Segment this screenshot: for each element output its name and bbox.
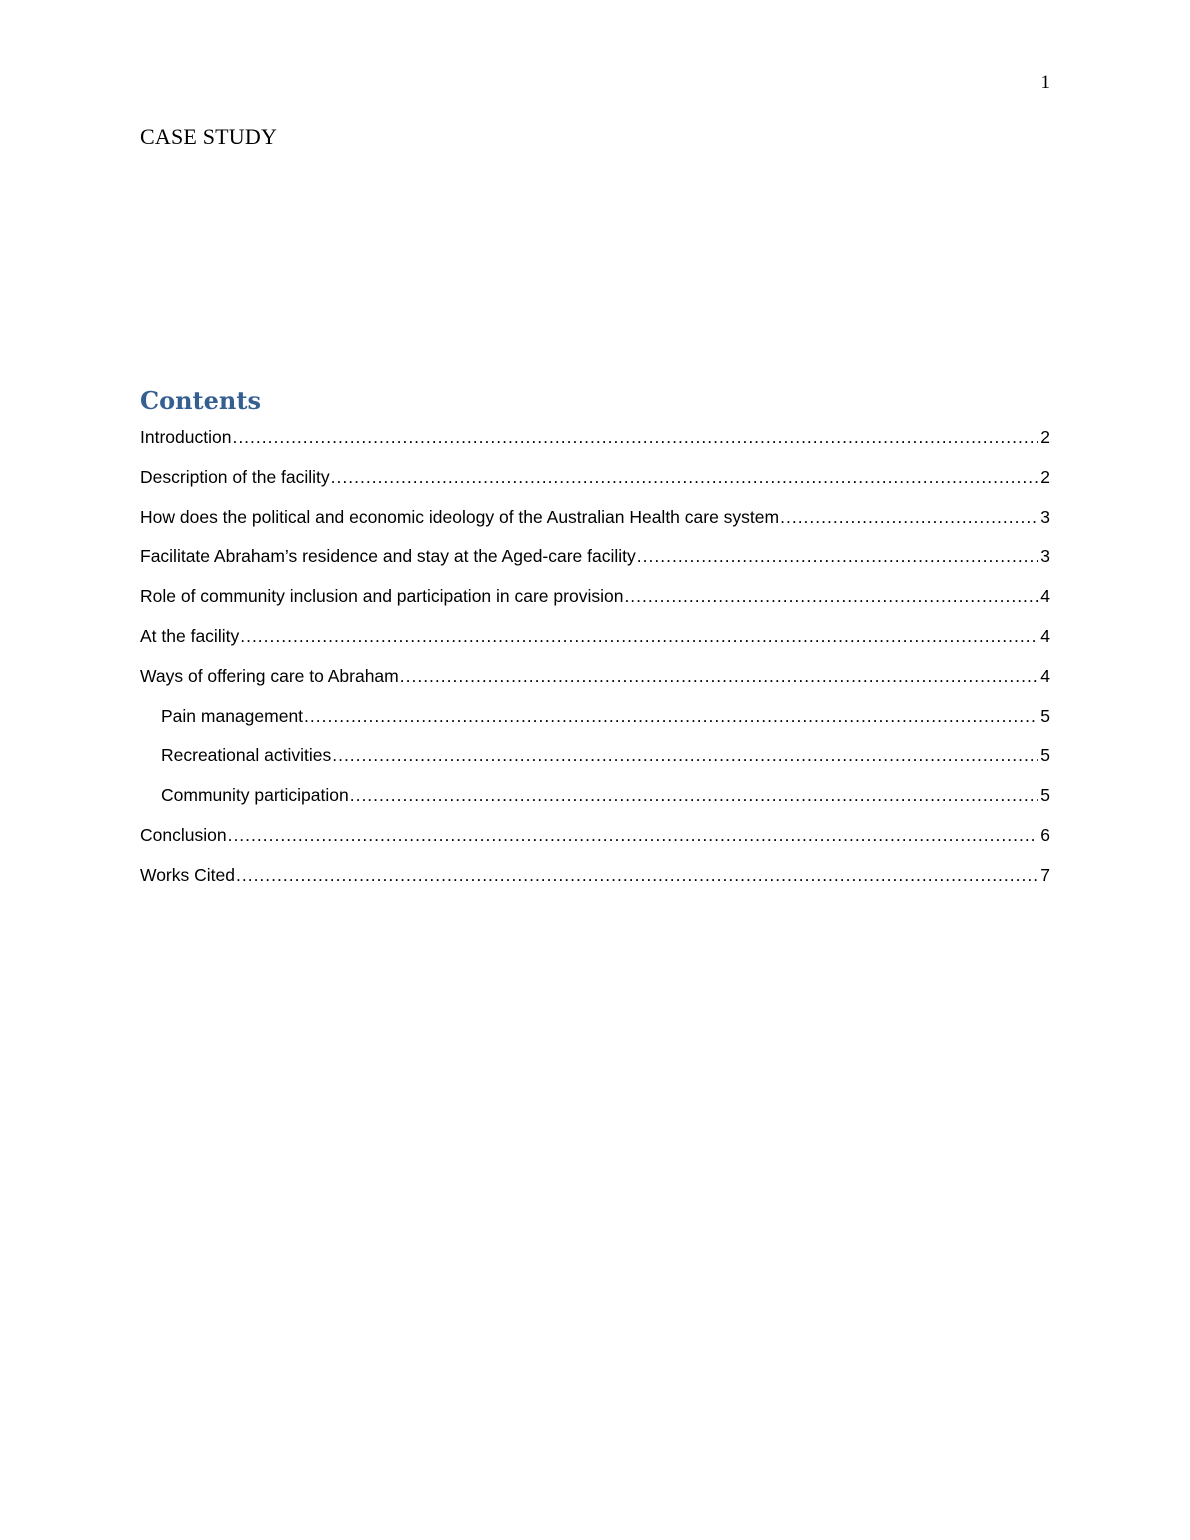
toc-dot-leader xyxy=(232,425,1038,449)
toc-entry-conclusion[interactable] xyxy=(140,823,1050,863)
toc-dot-leader xyxy=(780,505,1038,529)
toc-dot-leader xyxy=(236,863,1038,887)
toc-entry-title: Recreational activities xyxy=(161,745,332,766)
toc-entry-title: Ways of offering care to Abraham xyxy=(140,665,399,686)
toc-page-number: 3 xyxy=(1040,546,1050,567)
toc-entry-title: Works Cited xyxy=(140,864,235,885)
toc-entry-at-the-facility[interactable] xyxy=(140,624,1050,664)
toc-page-number: 6 xyxy=(1040,824,1050,845)
toc-entry-title: Conclusion xyxy=(140,824,227,845)
toc-dot-leader xyxy=(400,664,1039,688)
toc-page-number: 2 xyxy=(1040,466,1050,487)
toc-entry-recreational-activities[interactable] xyxy=(140,743,1050,783)
toc-entry-title: Pain management xyxy=(161,705,304,726)
table-of-contents xyxy=(140,425,1050,903)
toc-dot-leader xyxy=(350,783,1039,807)
toc-entry-title: Community participation xyxy=(161,785,349,806)
toc-page-number: 5 xyxy=(1040,785,1050,806)
toc-dot-leader xyxy=(332,743,1038,767)
toc-entry-community-inclusion[interactable] xyxy=(140,584,1050,624)
toc-entry-introduction[interactable] xyxy=(140,425,1050,465)
toc-dot-leader xyxy=(624,584,1038,608)
toc-page-number: 7 xyxy=(1040,864,1050,885)
toc-entry-title: Facilitate Abraham’s residence and stay at the Aged-care facility xyxy=(140,546,636,567)
toc-entry-community-participation[interactable] xyxy=(140,783,1050,823)
toc-dot-leader xyxy=(304,704,1038,728)
toc-entry-title: Role of community inclusion and participation in care provision xyxy=(140,586,624,607)
toc-dot-leader xyxy=(637,544,1038,568)
toc-entry-description-of-facility[interactable] xyxy=(140,465,1050,505)
toc-entry-ways-of-offering-care[interactable] xyxy=(140,664,1050,704)
toc-entry-works-cited[interactable] xyxy=(140,863,1050,903)
toc-dot-leader xyxy=(240,624,1038,648)
toc-page-number: 4 xyxy=(1040,665,1050,686)
toc-dot-leader xyxy=(331,465,1039,489)
toc-page-number: 2 xyxy=(1040,427,1050,447)
toc-entry-title: Description of the facility xyxy=(140,466,330,487)
toc-page-number: 3 xyxy=(1040,506,1050,527)
toc-entry-title: At the facility xyxy=(140,625,240,646)
toc-entry-title: Introduction xyxy=(140,427,232,447)
running-header-title: CASE STUDY xyxy=(140,124,278,149)
toc-entry-title: How does the political and economic ideology of the Australian Health care system xyxy=(140,506,780,527)
toc-heading: Contents xyxy=(140,386,261,415)
toc-page-number: 4 xyxy=(1040,586,1050,607)
toc-entry-political-economic-ideology[interactable] xyxy=(140,505,1050,545)
toc-entry-facilitate-residence[interactable] xyxy=(140,544,1050,584)
page-number: 1 xyxy=(1040,72,1050,93)
toc-page-number: 5 xyxy=(1040,745,1050,766)
toc-dot-leader xyxy=(228,823,1039,847)
toc-page-number: 4 xyxy=(1040,625,1050,646)
toc-page-number: 5 xyxy=(1040,705,1050,726)
toc-entry-pain-management[interactable] xyxy=(140,704,1050,744)
